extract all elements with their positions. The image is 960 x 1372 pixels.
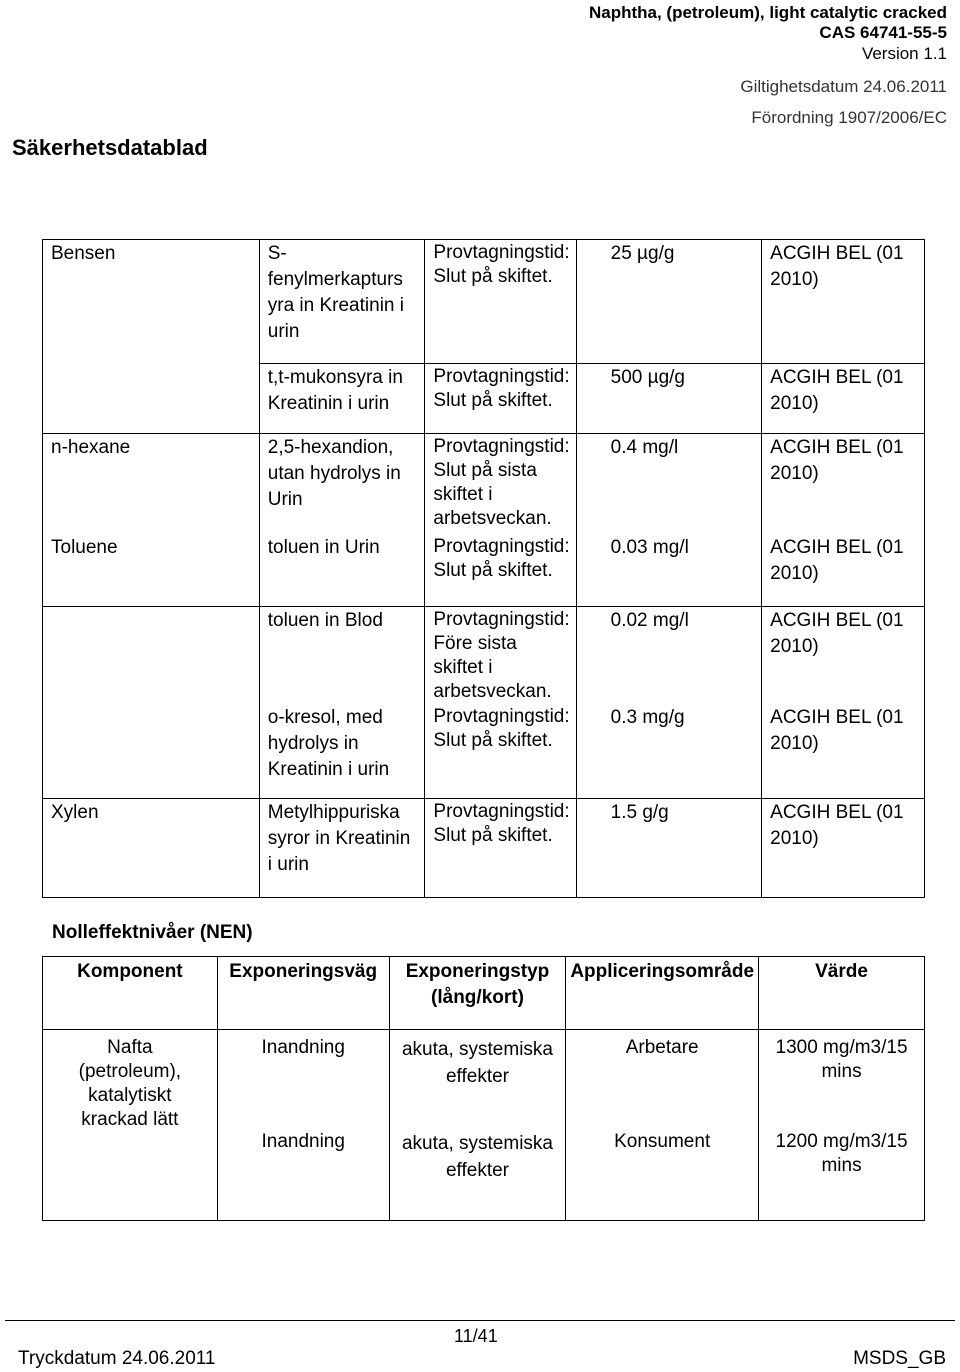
nen-route: Inandning (217, 1124, 389, 1221)
nen-header-type: Exponeringstyp (lång/kort) (389, 957, 566, 1030)
nen-value: 1300 mg/m3/15 mins (775, 1037, 908, 1082)
bel-determinant: toluen in Blod (259, 607, 425, 705)
header-cas: CAS 64741-55-5 (819, 23, 947, 42)
bel-value: 0.03 mg/l (576, 534, 762, 607)
bel-substance: Toluene (43, 534, 260, 607)
bel-substance: Xylen (43, 798, 260, 897)
nen-header-route: Exponeringsväg (217, 957, 389, 1030)
nen-component: Nafta (petroleum), katalytiskt krackad lätt (43, 1030, 218, 1221)
bel-determinant: 2,5-hexandion, utan hydrolys in Urin (259, 434, 425, 534)
nen-table (42, 956, 925, 1221)
header-version: Version 1.1 (861, 44, 947, 63)
nen-area: Arbetare (566, 1030, 759, 1125)
bel-value: 500 µg/g (576, 364, 762, 434)
bel-determinant: o-kresol, med hydrolys in Kreatinin i urin (259, 704, 425, 798)
bel-row (43, 240, 925, 364)
bel-source: ACGIH BEL (01 2010) (770, 536, 904, 584)
nen-header-value: Värde (759, 957, 925, 1030)
nen-route: Inandning (217, 1030, 389, 1125)
bel-row (43, 798, 925, 897)
bel-determinant: S-fenylmerkapturs yra in Kreatinin i urin (259, 240, 425, 364)
bel-row (43, 607, 925, 705)
nen-type: akuta, systemiska effekter (389, 1124, 566, 1221)
bel-determinant: toluen in Urin (259, 534, 425, 607)
bel-sampling-time: Provtagningstid: Slut på skiftet. (425, 534, 576, 607)
bel-source: ACGIH BEL (01 2010) (770, 243, 904, 290)
bel-sampling-time: Provtagningstid: Slut på skiftet. (425, 798, 576, 897)
bel-value: 1.5 g/g (576, 798, 762, 897)
bel-source: ACGIH BEL (01 2010) (770, 437, 904, 484)
bel-substance: n-hexane (43, 434, 260, 534)
bel-source: ACGIH BEL (01 2010) (770, 707, 904, 754)
nen-area: Konsument (566, 1124, 759, 1221)
bel-sampling-time: Provtagningstid: Slut på skiftet. (425, 704, 576, 798)
bel-source: ACGIH BEL (01 2010) (770, 367, 904, 414)
doc-code: MSDS_GB (853, 1348, 946, 1369)
nen-type: akuta, systemiska effekter (389, 1030, 566, 1125)
bel-value: 0.02 mg/l (576, 607, 762, 705)
bel-row (43, 534, 925, 607)
print-date: Tryckdatum 24.06.2011 (18, 1348, 216, 1369)
nen-header-area: Appliceringsområde (566, 957, 759, 1030)
bel-source: ACGIH BEL (01 2010) (770, 610, 904, 657)
bel-value: 0.4 mg/l (576, 434, 762, 534)
bel-sampling-time: Provtagningstid: Slut på skiftet. (425, 364, 576, 434)
bel-row (43, 434, 925, 534)
footer-divider (5, 1320, 955, 1321)
bel-sampling-time: Provtagningstid: Slut på skiftet. (425, 240, 576, 364)
header-regulation: Förordning 1907/2006/EC (751, 108, 947, 127)
nen-title: Nolleffektnivåer (NEN) (52, 922, 253, 943)
nen-row (43, 1030, 925, 1125)
doc-title: Säkerhetsdatablad (12, 135, 208, 160)
bel-substance: Bensen (43, 240, 260, 434)
bel-determinant: t,t-mukonsyra in Kreatinin i urin (259, 364, 425, 434)
bel-value: 25 µg/g (576, 240, 762, 364)
bel-value: 0.3 mg/g (576, 704, 762, 798)
bel-table (42, 239, 925, 898)
bel-sampling-time: Provtagningstid: Slut på sista skiftet i arbetsveckan. (425, 434, 576, 534)
nen-header-component: Komponent (43, 957, 218, 1030)
header-product-name: Naphtha, (petroleum), light catalytic cracked (588, 3, 947, 22)
bel-sampling-time: Provtagningstid: Före sista skiftet i arbetsveckan. (425, 607, 576, 705)
nen-value: 1200 mg/m3/15 mins (775, 1131, 908, 1176)
page-number: 11/41 (454, 1326, 498, 1346)
bel-determinant: Metylhippuriska syror in Kreatinin i urin (259, 798, 425, 897)
bel-source: ACGIH BEL (01 2010) (770, 801, 904, 849)
bel-substance (43, 607, 260, 799)
header-validity: Giltighetsdatum 24.06.2011 (740, 77, 947, 96)
